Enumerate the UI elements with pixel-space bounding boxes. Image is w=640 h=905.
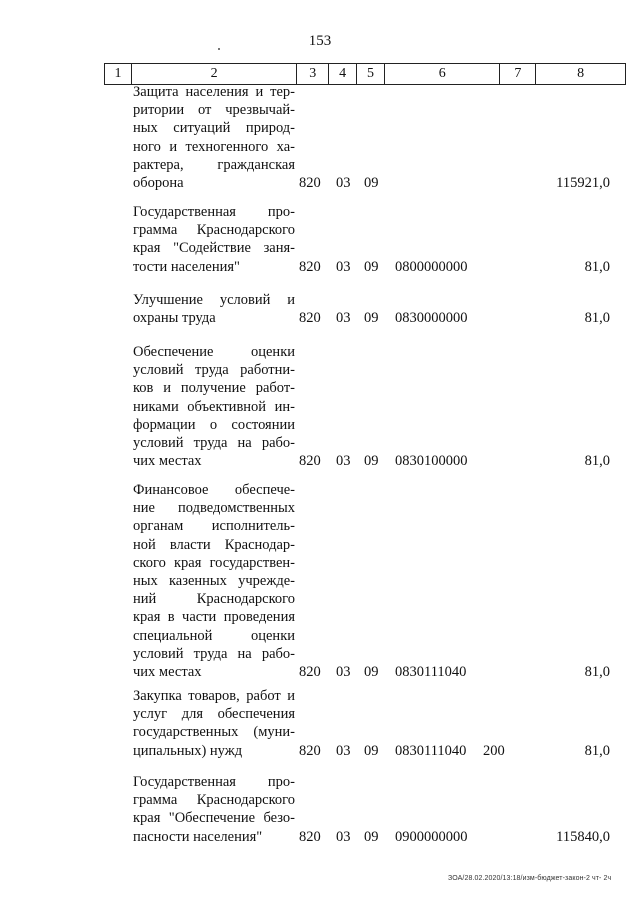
amount: 81,0 (584, 258, 610, 275)
code-ved: 820 (299, 453, 321, 470)
description-line: никами объективной ин- (133, 398, 295, 415)
description-line: специальной оценки (133, 627, 295, 644)
description-line: Защита населения и тер- (133, 84, 295, 100)
row-description (133, 773, 295, 846)
code-section: 03 (336, 453, 351, 470)
code-subsection: 09 (364, 453, 379, 470)
scan-dot (218, 48, 220, 50)
description-line: пасности населения" (133, 828, 263, 845)
code-section: 03 (336, 175, 351, 191)
page-number: 153 (308, 33, 332, 49)
description-line: ние подведомственных (133, 500, 295, 517)
header-cell-8: 8 (577, 66, 585, 81)
code-section: 03 (336, 258, 351, 275)
description-line: ков и получение работ- (133, 380, 295, 397)
description-line: ритории от чрезвычай- (133, 102, 295, 119)
description-line: ных ситуаций природ- (133, 120, 295, 137)
code-target-article: 0900000000 (395, 828, 468, 845)
amount: 115921,0 (556, 175, 610, 191)
row-description (133, 687, 295, 760)
description-line: ного и техногенного ха- (133, 138, 295, 155)
description-line: государственных (муни- (133, 724, 295, 741)
description-line: Закупка товаров, работ и (133, 688, 295, 704)
description-line: оборона (133, 175, 184, 192)
description-line: ского края государствен- (133, 554, 295, 571)
header-cell-5: 5 (357, 64, 385, 84)
code-section: 03 (336, 742, 351, 759)
description-line: ний Краснодарского (133, 591, 295, 608)
amount: 81,0 (584, 453, 610, 470)
code-section: 03 (336, 664, 351, 680)
header-cell-4: 4 (329, 64, 357, 84)
code-section: 03 (336, 310, 351, 327)
code-target-article: 0830100000 (395, 453, 468, 470)
description-line: края "Содействие заня- (133, 240, 295, 257)
code-expense-type: 200 (483, 742, 505, 759)
code-subsection: 09 (364, 742, 379, 759)
description-line: органам исполнитель- (133, 518, 295, 535)
row-description (133, 203, 295, 276)
code-target-article: 0830111040 (395, 664, 467, 680)
header-cell-7: 7 (500, 64, 536, 84)
amount: 81,0 (584, 310, 610, 327)
code-ved: 820 (299, 742, 321, 759)
description-line: чих местах (133, 453, 202, 470)
code-target-article: 0830111040 (395, 742, 467, 759)
description-line: ной власти Краснодар- (133, 536, 295, 553)
description-line: грамма Краснодарского (133, 792, 295, 809)
description-line: Государственная про- (133, 204, 295, 220)
code-subsection: 09 (364, 175, 379, 191)
amount: 81,0 (584, 742, 610, 759)
description-line: ных казенных учрежде- (133, 573, 295, 590)
description-line: условий труда работни- (133, 362, 295, 379)
code-ved: 820 (299, 258, 321, 275)
code-target-article: 0830000000 (395, 310, 468, 327)
description-line: рактера, гражданская (133, 156, 295, 173)
header-cell-1: 1 (105, 64, 132, 84)
amount: 81,0 (584, 664, 610, 680)
table-header-row (104, 63, 626, 85)
description-line: Улучшение условий и (133, 292, 295, 308)
header-cell-6: 6 (385, 64, 501, 84)
code-subsection: 09 (364, 664, 379, 680)
description-line: формации о состоянии (133, 416, 295, 433)
code-subsection: 09 (364, 828, 379, 845)
code-ved: 820 (299, 664, 321, 680)
description-line: Обеспечение оценки (133, 344, 295, 360)
description-line: условий труда на рабо- (133, 645, 295, 662)
code-ved: 820 (299, 828, 321, 845)
code-subsection: 09 (364, 258, 379, 275)
description-line: охраны труда (133, 310, 216, 327)
description-line: Финансовое обеспече- (133, 482, 295, 498)
description-line: чих местах (133, 664, 202, 681)
code-target-article: 0800000000 (395, 258, 468, 275)
description-line: тости населения" (133, 258, 240, 275)
description-line: условий труда на рабо- (133, 435, 295, 452)
description-line: края "Обеспечение безо- (133, 810, 295, 827)
header-cell-3: 3 (297, 64, 329, 84)
row-description (133, 83, 295, 192)
footer-stamp: ЗОА/28.02.2020/13:18/изм-бюджет-закон-2 чт- 2ч (448, 875, 612, 882)
description-line: края в части проведения (133, 609, 295, 626)
description-line: грамма Краснодарского (133, 222, 295, 239)
code-subsection: 09 (364, 310, 379, 327)
row-description (133, 343, 295, 470)
description-line: Государственная про- (133, 774, 295, 790)
description-line: ципальных) нужд (133, 742, 243, 759)
row-description (133, 291, 295, 327)
code-ved: 820 (299, 175, 321, 191)
code-ved: 820 (299, 310, 321, 327)
description-line: услуг для обеспечения (133, 706, 295, 723)
row-description (133, 481, 295, 681)
header-cell-2: 2 (132, 64, 297, 84)
code-section: 03 (336, 828, 351, 845)
amount: 115840,0 (556, 828, 610, 845)
